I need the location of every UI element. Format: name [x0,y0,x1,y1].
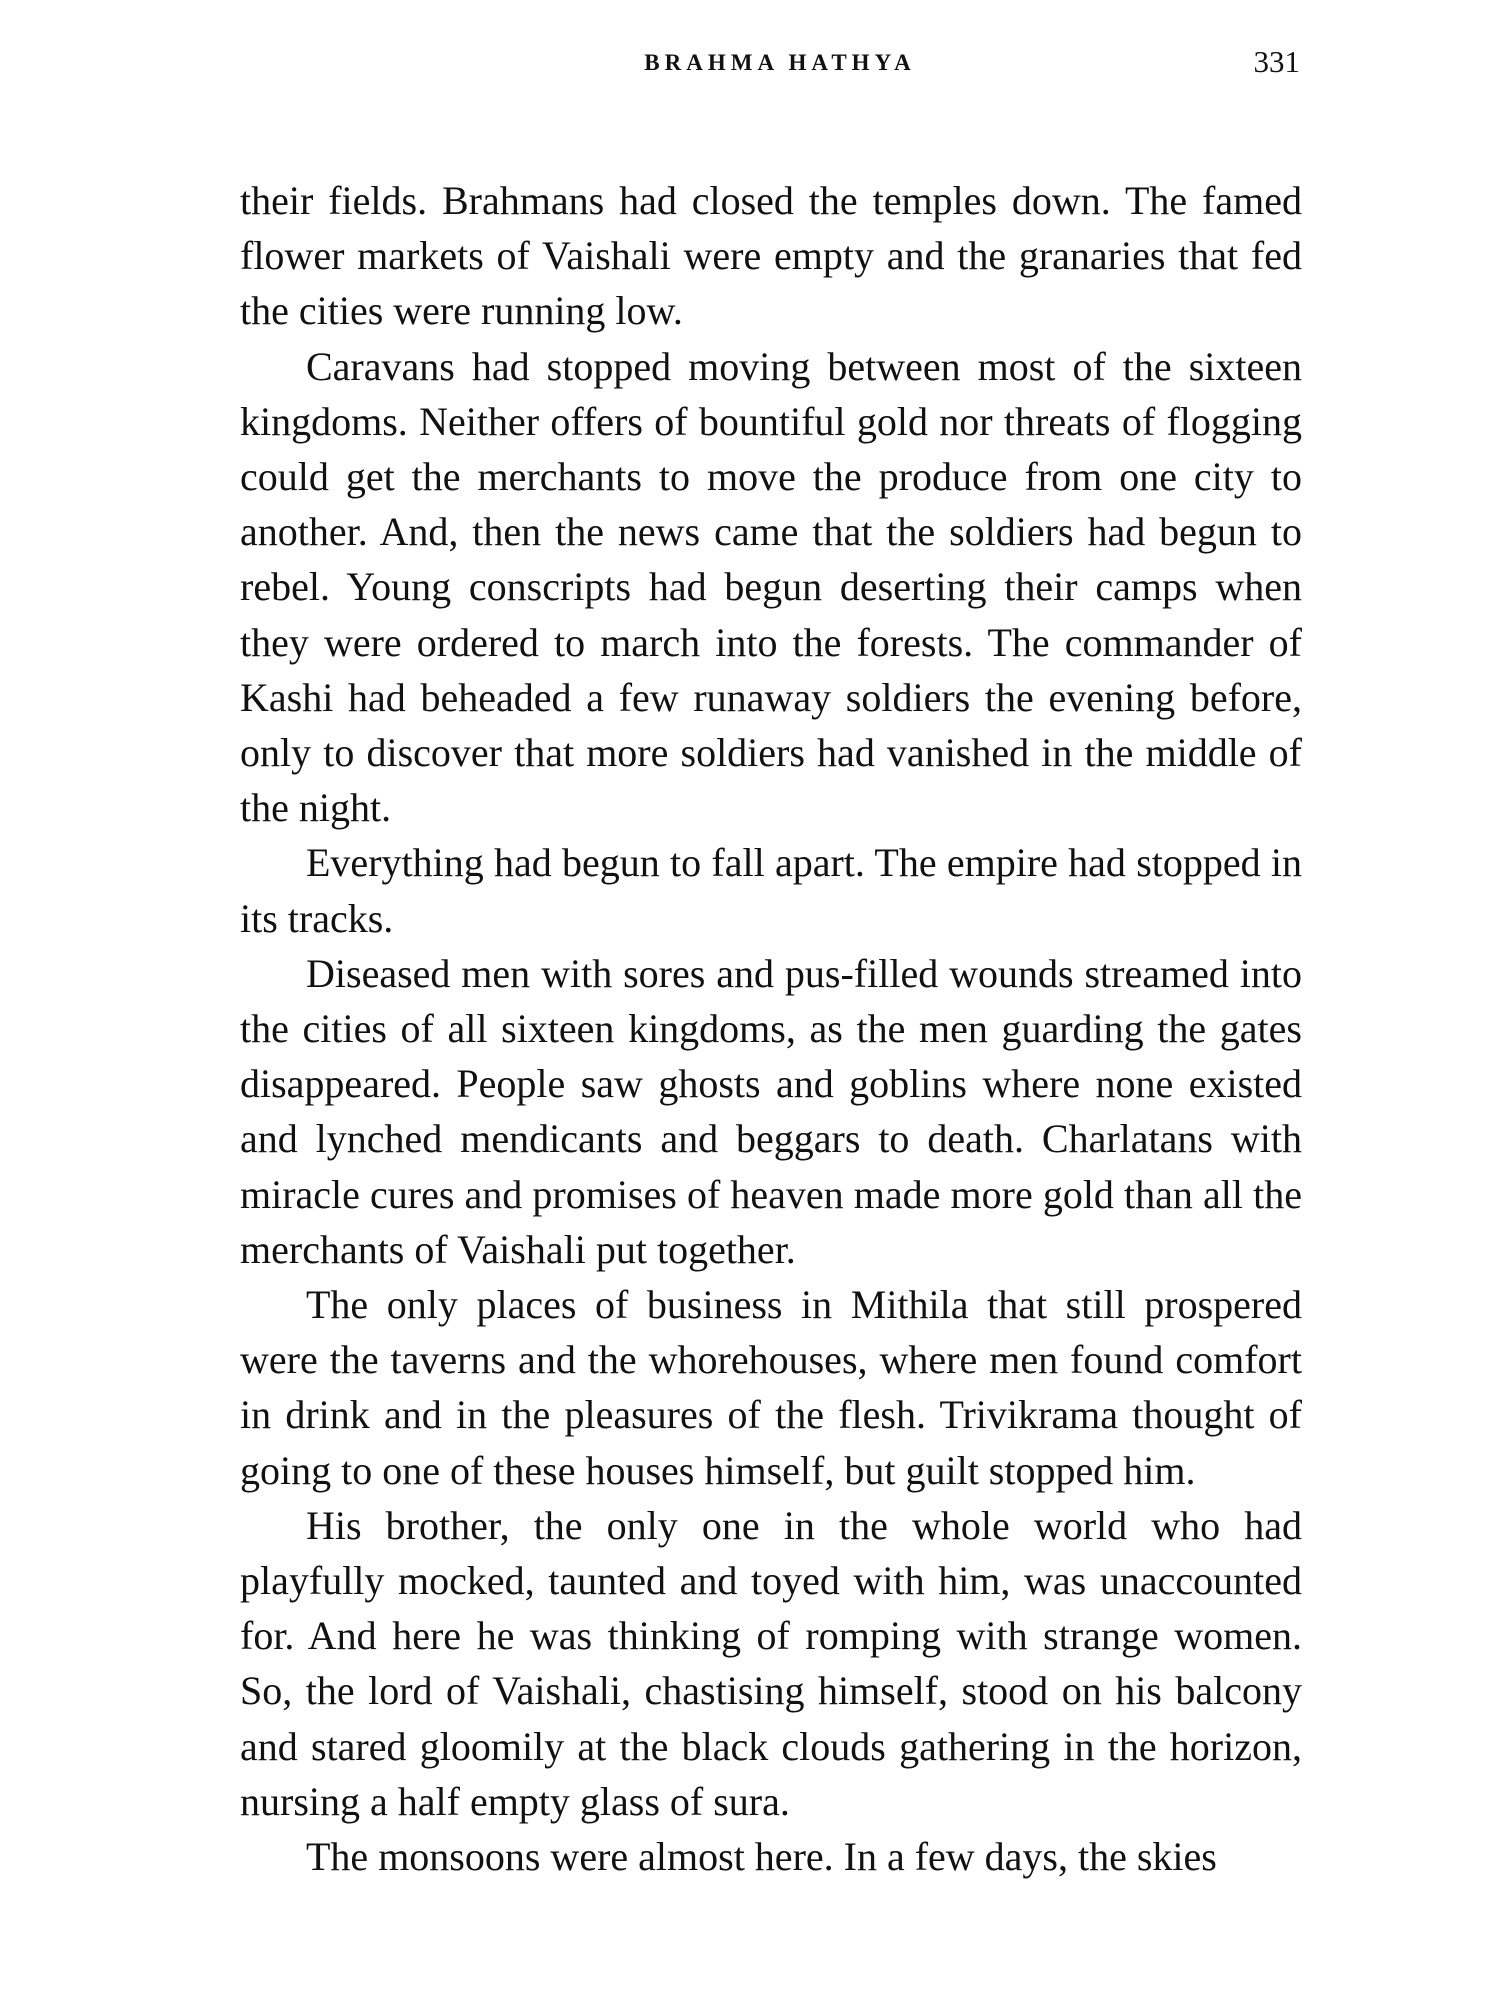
paragraph: their fields. Brahmans had closed the temples down. The famed flower markets of Vaishali were empty and the granaries that fed the cities were running low. [240,178,1302,334]
paragraph: Caravans had stopped moving between most of the sixteen kingdoms. Neither offers of bountiful gold nor threats of flogging could get the merchants to move the produce from one city to another. And, then the news came that the soldiers had begun to rebel. Young conscripts had begun deserting their camps when they were ordered to march into the forests. The commander of Kashi had beheaded a few runaway soldiers the evening before, only to discover that more soldiers had vanished in the middle of the night. [240,343,1302,831]
paragraph: His brother, the only one in the whole world who had playfully mocked, taunted and toyed with him, was unaccounted for. And here he was thinking of romping with strange women. So, the lord of Vaishali, chastising himself, stood on his balcony and stared gloomily at the black clouds gathering in the horizon, nursing a half empty glass of sura. [240,1502,1302,1824]
page-number: 331 [1253,44,1300,79]
running-header [240,42,1300,92]
body-text [240,173,1302,1884]
paragraph: Everything had begun to fall apart. The empire had stopped in its tracks. [240,840,1302,941]
paragraph: Diseased men with sores and pus-filled wounds streamed into the cities of all sixteen kingdoms, as the men guarding the gates disappeared. People saw ghosts and goblins where none existed and lynched mendicants and beggars to death. Charlatans with miracle cures and promises of heaven made more gold than all the merchants of Vaishali put together. [240,950,1302,1272]
paragraph: The only places of business in Mithila that still prospered were the taverns and the whorehouses, where men found comfort in drink and in the pleasures of the flesh. Trivikrama thought of going to one of these houses himself, but guilt stopped him. [240,1282,1302,1493]
paragraph: The monsoons were almost here. In a few days, the skies [306,1834,1217,1880]
running-title: BRAHMA HATHYA [644,50,916,75]
